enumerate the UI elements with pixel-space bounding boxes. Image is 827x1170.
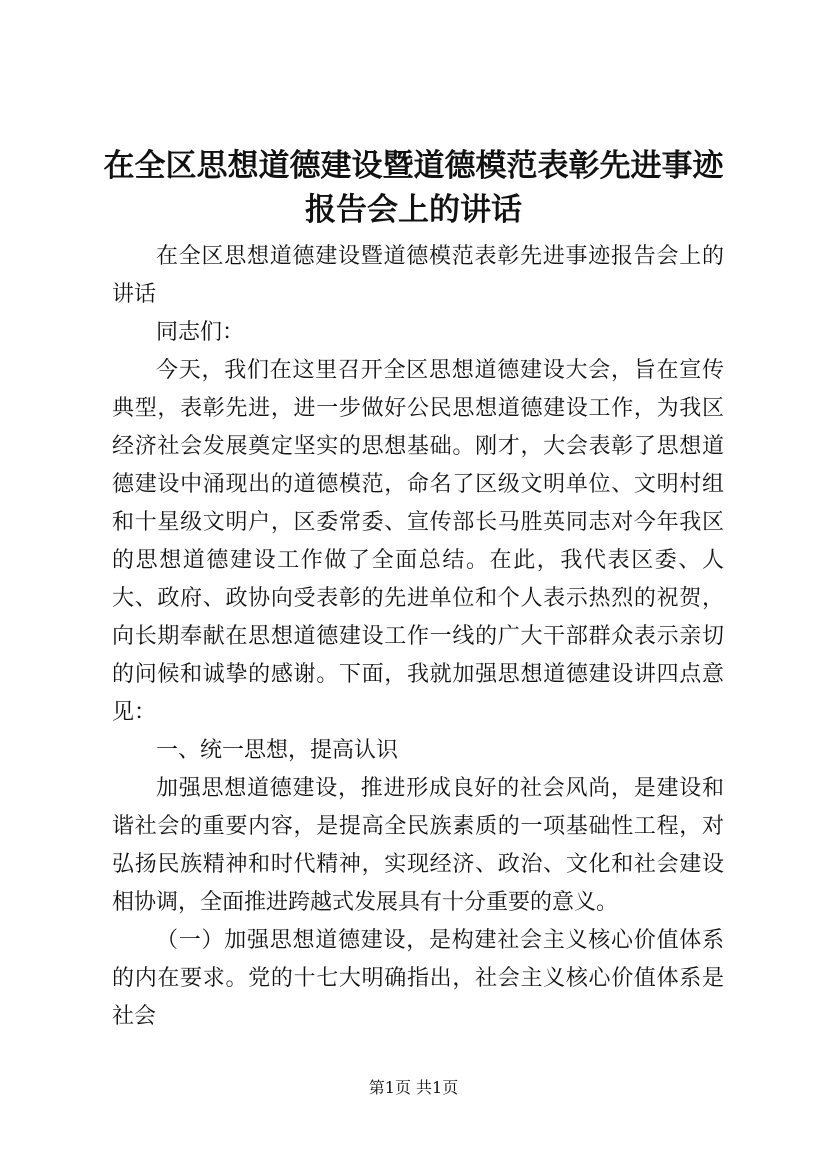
document-body xyxy=(112,238,724,1036)
section-heading-1: 一、统一思想，提高认识 xyxy=(156,738,399,763)
document-title-line-2: 报告会上的讲话 xyxy=(305,192,522,228)
page-footer: 第1页 共1页 xyxy=(368,1078,459,1097)
document-title-line-1: 在全区思想道德建设暨道德模范表彰先进事迹 xyxy=(103,148,724,184)
paragraph-subtitle: 在全区思想道德建设暨道德模范表彰先进事迹报告会上的讲话 xyxy=(112,244,724,307)
paragraph-opening: 今天，我们在这里召开全区思想道德建设大会，旨在宣传典型，表彰先进，进一步做好公民思想道德建设工作，为我区经济社会发展奠定坚实的思想基础。刚才，大会表彰了思想道德建设中涌现出的道德模范，命名了区级文明单位、文明村组和十星级文明户，区委常委、宣传部长马胜英同志对今年我区的思想道德建设工作做了全面总结。在此，我代表区委、人大、政府、政协向受表彰的先进单位和个人表示热烈的祝贺，向长期奉献在思想道德建设工作一线的广大干部群众表示亲切的问候和诚挚的感谢。下面，我就加强思想道德建设讲四点意见： xyxy=(112,358,724,725)
paragraph-salutation: 同志们： xyxy=(156,320,245,345)
paragraph-subsection-1: （一）加强思想道德建设，是构建社会主义核心价值体系的内在要求。党的十七大明确指出，社会主义核心价值体系是社会 xyxy=(112,928,724,1029)
paragraph-section-1: 加强思想道德建设，推进形成良好的社会风尚，是建设和谐社会的重要内容，是提高全民族素质的一项基础性工程，对弘扬民族精神和时代精神，实现经济、政治、文化和社会建设相协调，全面推进跨越式发展具有十分重要的意义。 xyxy=(112,776,724,915)
